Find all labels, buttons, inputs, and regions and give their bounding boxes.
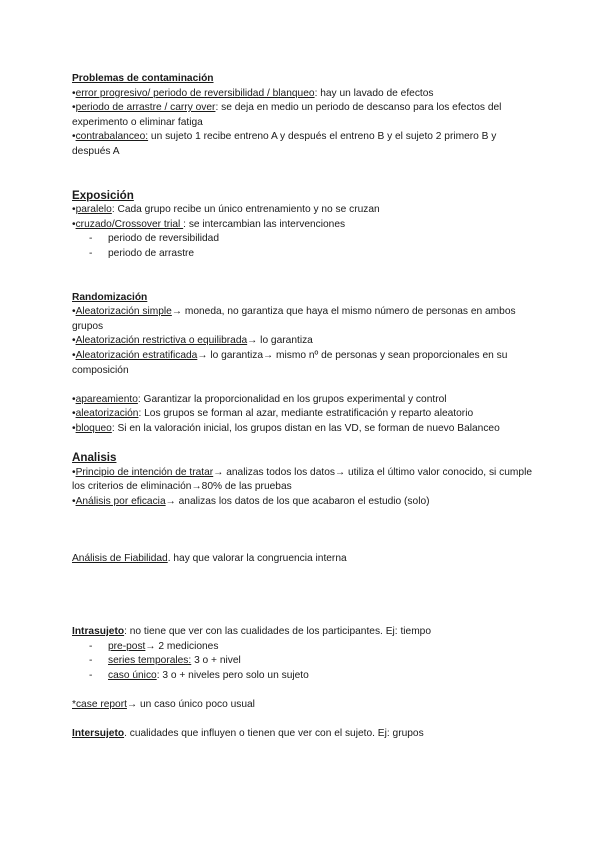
list-item: •periodo de arrastre / carry over: se deja en medio un periodo de descanso para los efectos del experimento o eliminar fatiga [72, 102, 502, 128]
sub-list-item: - periodo de arrastre [72, 247, 532, 262]
sub-list-item: - periodo de reversibilidad [72, 232, 532, 247]
list-item: •bloqueo: Si en la valoración inicial, los grupos distan en las VD, se forman de nuevo Balanceo [72, 422, 500, 434]
list-item: •Análisis por eficacia→ analizas los datos de los que acabaron el estudio (solo) [72, 495, 430, 507]
case-report-paragraph: *case report→ un caso único poco usual [72, 699, 255, 710]
section-title-exposicion: Exposición [72, 188, 134, 202]
list-item: •aleatorización: Los grupos se forman al azar, mediante estratificación y reparto aleatorio [72, 408, 474, 420]
list-item: •Principio de intención de tratar→ analizas todos los datos→ utiliza el último valor conocido, si cumple los criterios de eliminación→80% de las pruebas [72, 466, 532, 493]
list-item: •Aleatorización restrictiva o equilibrada→ lo garantiza [72, 335, 313, 347]
intrasujeto-paragraph: Intrasujeto: no tiene que ver con las cualidades de los participantes. Ej: tiempo [72, 626, 432, 638]
list-item: •cruzado/Crossover trial : se intercambian las intervenciones [72, 218, 346, 230]
list-item: •Aleatorización simple→ moneda, no garantiza que haya el mismo número de personas en ambos grupos [72, 306, 516, 332]
section-title-contaminacion: Problemas de contaminación [72, 73, 214, 84]
list-item: •error progresivo/ periodo de reversibilidad / blanqueo: hay un lavado de efectos [72, 87, 434, 99]
sub-list-item: - caso único: 3 o + niveles pero solo un sujeto [72, 669, 532, 684]
document-content [72, 72, 532, 742]
list-item: •apareamiento: Garantizar la proporcionalidad en los grupos experimental y control [72, 393, 447, 405]
list-item: •Aleatorización estratificada→ lo garantiza→ mismo nº de personas y sean proporcionales en su composición [72, 349, 508, 376]
sub-list-item: - pre-post→ 2 mediciones [72, 640, 532, 655]
fiabilidad-paragraph: Análisis de Fiabilidad. hay que valorar la congruencia interna [72, 553, 347, 565]
intersujeto-paragraph: Intersujeto. cualidades que influyen o tienen que ver con el sujeto. Ej: grupos [72, 728, 424, 740]
list-item: •contrabalanceo: un sujeto 1 recibe entreno A y después el entreno B y el sujeto 2 primero B y después A [72, 131, 497, 157]
list-item: •paralelo: Cada grupo recibe un único entrenamiento y no se cruzan [72, 204, 380, 216]
section-title-analisis: Analisis [72, 451, 117, 465]
sub-list-item: - series temporales: 3 o + nivel [72, 654, 532, 669]
section-title-randomizacion: Randomización [72, 291, 148, 303]
